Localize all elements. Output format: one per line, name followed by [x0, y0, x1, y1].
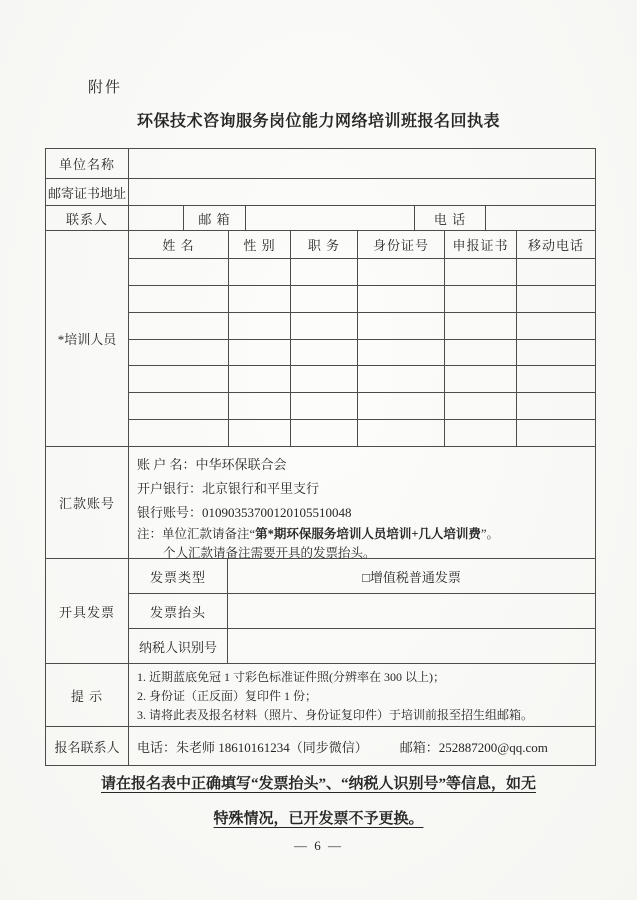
remittance-account-name: 账 户 名：中华环保联合会	[137, 457, 287, 472]
col-mobile: 移动电话	[516, 231, 595, 258]
remittance-label: 汇款账号	[58, 496, 115, 511]
invoice-title-field	[227, 594, 595, 628]
email-field	[245, 206, 414, 230]
tips-row	[46, 663, 595, 726]
unit-name-label: 单位名称	[58, 157, 115, 172]
registration-contact-label: 报名联系人	[54, 739, 120, 755]
remittance-note-bold: 第*期环保服务培训人员培训+几人培训费	[255, 527, 481, 541]
trainee-row	[129, 419, 595, 446]
page-number: — 6 —	[294, 838, 343, 853]
invoice-type-row	[129, 559, 595, 593]
trainees-row	[46, 230, 595, 446]
trainees-table	[128, 231, 595, 446]
registration-contact-phone: 电话：朱老师 18610161234（同步微信）	[137, 739, 368, 755]
contact-name-field	[128, 206, 183, 230]
col-id-number: 身份证号	[357, 231, 444, 258]
footer-note-line-2: 特殊情况，已开发票不予更换。	[213, 811, 424, 827]
trainee-row	[129, 312, 595, 339]
phone-label: 电 话	[414, 206, 485, 230]
remittance-bank: 开户银行：北京银行和平里支行	[137, 481, 320, 496]
trainee-row	[129, 339, 595, 366]
unit-name-field	[128, 149, 595, 178]
trainee-row	[129, 365, 595, 392]
remittance-account-no: 银行账号：01090353700120105510048	[137, 505, 352, 520]
registration-contact-details	[128, 727, 595, 765]
invoice-title-label: 发票抬头	[149, 604, 206, 620]
vat-checkbox-option: □增值税普通发票	[362, 569, 461, 585]
mailing-address-label: 邮寄证书地址	[47, 185, 126, 201]
registration-form-table	[45, 148, 596, 766]
phone-field	[485, 206, 595, 230]
registration-contact-email: 邮箱：252887200@qq.com	[399, 739, 548, 755]
tip-line-2: 2. 身份证（正反面）复印件 1 份；	[137, 689, 318, 703]
footer-note-line-1: 请在报名表中正确填写“发票抬头”、“纳税人识别号”等信息，如无	[100, 776, 536, 792]
trainees-label: *培训人员	[57, 332, 117, 347]
unit-name-row	[46, 149, 595, 178]
mailing-address-field	[128, 179, 595, 205]
footer-note	[0, 772, 637, 842]
col-name: 姓 名	[162, 238, 195, 253]
taxpayer-id-row	[129, 628, 595, 663]
contact-row	[46, 205, 595, 230]
remittance-note-line2: 个人汇款请备注需要开具的发票抬头。	[163, 545, 376, 560]
attachment-label: 附件	[88, 80, 123, 96]
trainee-row	[129, 259, 595, 285]
page-title: 环保技术咨询服务岗位能力网络培训班报名回执表	[136, 113, 500, 130]
email-label: 邮 箱	[183, 206, 245, 230]
invoice-row	[46, 558, 595, 663]
remittance-details	[128, 447, 595, 558]
trainees-header-row	[129, 231, 595, 259]
tip-line-1: 1. 近期蓝底免冠 1 寸彩色标准证件照(分辨率在 300 以上)；	[137, 670, 445, 684]
trainees-empty-rows	[129, 259, 595, 446]
col-certificate: 申报证书	[444, 231, 516, 258]
taxpayer-id-label: 纳税人识别号	[138, 639, 217, 655]
invoice-type-label: 发票类型	[149, 569, 206, 585]
tips-label: 提 示	[70, 688, 104, 704]
mailing-address-row	[46, 178, 595, 205]
remittance-row	[46, 446, 595, 558]
invoice-label: 开具发票	[58, 604, 115, 620]
taxpayer-id-field	[227, 629, 595, 663]
invoice-table	[128, 559, 595, 663]
invoice-title-row	[129, 593, 595, 628]
invoice-type-value	[227, 559, 595, 593]
col-position: 职 务	[290, 231, 357, 258]
registration-contact-row	[46, 726, 595, 765]
trainee-row	[129, 285, 595, 312]
tips-content	[128, 664, 595, 726]
col-gender: 性 别	[228, 231, 290, 258]
remittance-note: 注：单位汇款请备注“第*期环保服务培训人员培训+几人培训费”。	[137, 527, 499, 541]
contact-label: 联系人	[65, 211, 108, 227]
trainee-row	[129, 392, 595, 419]
tip-line-3: 3. 请将此表及报名材料（照片、身份证复印件）于培训前报至招生组邮箱。	[137, 708, 534, 722]
